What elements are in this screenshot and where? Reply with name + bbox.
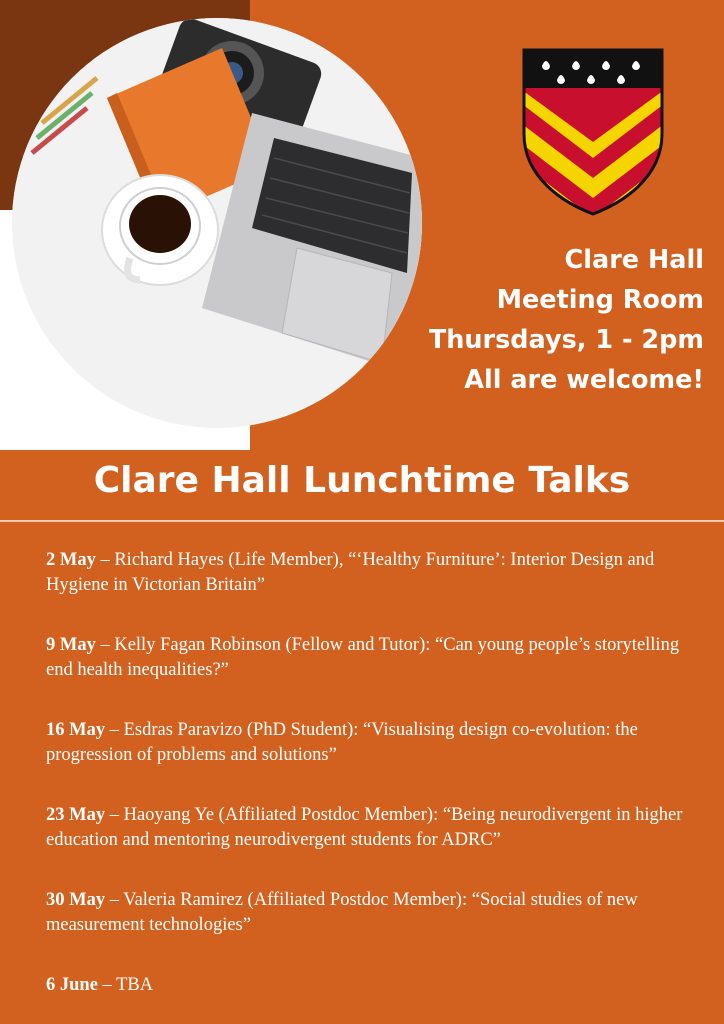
clare-hall-crest-icon bbox=[522, 48, 664, 216]
talk-item bbox=[46, 633, 686, 683]
talk-item bbox=[46, 548, 686, 598]
event-info bbox=[374, 240, 704, 400]
divider bbox=[0, 520, 724, 522]
talk-list bbox=[46, 548, 686, 1024]
talk-date: 30 May bbox=[46, 890, 106, 910]
talk-text: – Richard Hayes (Life Member), “‘Healthy Furniture’: Interior Design and Hygiene in Victorian Britain” bbox=[46, 550, 655, 595]
venue-line-1: Clare Hall bbox=[564, 245, 704, 275]
talk-item bbox=[46, 803, 686, 853]
desk-laptop-coffee-photo bbox=[12, 18, 422, 428]
talk-item bbox=[46, 718, 686, 768]
talk-text: – Valeria Ramirez (Affiliated Postdoc Member): “Social studies of new measurement technologies” bbox=[46, 890, 638, 935]
talk-item bbox=[46, 888, 686, 938]
talk-date: 16 May bbox=[46, 720, 106, 740]
talk-date: 9 May bbox=[46, 635, 96, 655]
talk-text: – Esdras Paravizo (PhD Student): “Visualising design co-evolution: the progression of problems and solutions” bbox=[46, 720, 638, 765]
venue-line-2: Meeting Room bbox=[496, 285, 704, 315]
talk-text: – TBA bbox=[102, 975, 154, 995]
time-line: Thursdays, 1 - 2pm bbox=[428, 325, 704, 355]
talk-item bbox=[46, 973, 686, 998]
talk-text: – Kelly Fagan Robinson (Fellow and Tutor): “Can young people’s storytelling end health inequalities?” bbox=[46, 635, 680, 680]
page-title: Clare Hall Lunchtime Talks bbox=[93, 460, 631, 501]
talk-date: 6 June bbox=[46, 975, 98, 995]
talk-date: 2 May bbox=[46, 550, 96, 570]
welcome-line: All are welcome! bbox=[464, 365, 704, 395]
talk-text: – Haoyang Ye (Affiliated Postdoc Member): “Being neurodivergent in higher education and mentoring neurodivergent students for ADRC” bbox=[46, 805, 683, 850]
talk-date: 23 May bbox=[46, 805, 106, 825]
